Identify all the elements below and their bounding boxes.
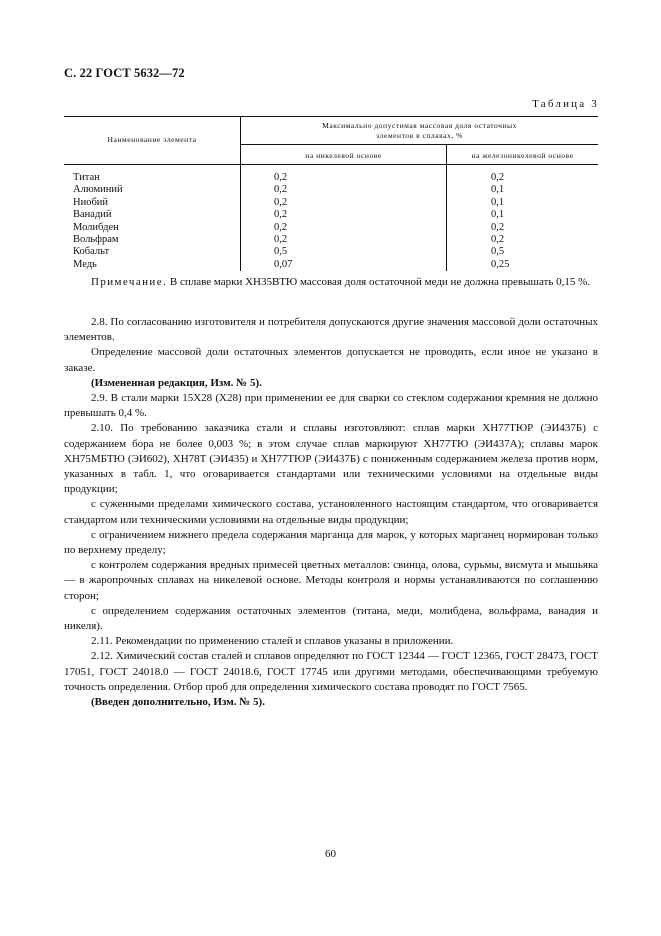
table-top-rule bbox=[64, 116, 598, 117]
amendment-note-1: (Измененная редакция, Изм. № 5). bbox=[91, 376, 262, 389]
element-name-cell: Молибден bbox=[73, 221, 119, 233]
paragraph-2-9: 2.9. В стали марки 15Х28 (Х28) при применении ее для сварки со стеклом содержания кремния не должно превышать 0,4 %. bbox=[64, 392, 598, 420]
table-label: Таблица 3 bbox=[532, 98, 599, 110]
nickel-base-cell: 0,2 bbox=[274, 233, 288, 245]
paragraph-2-11: 2.11. Рекомендации по применению сталей и сплавов указаны в приложении. bbox=[91, 635, 454, 648]
element-name-cell: Алюминий bbox=[73, 184, 123, 196]
iron-nickel-base-cell: 0,1 bbox=[491, 209, 505, 221]
table-row bbox=[64, 222, 598, 234]
column-header-iron-nickel-base: на железоникелевой основе bbox=[471, 151, 574, 160]
element-name-cell: Кобальт bbox=[73, 246, 110, 258]
note-text: В сплаве марки ХН35ВТЮ массовая доля остаточной меди не должна превышать 0,15 %. bbox=[167, 276, 591, 288]
column-header-element-name: Наименование элемента bbox=[107, 135, 197, 144]
body-text bbox=[64, 311, 598, 710]
element-name-cell: Вольфрам bbox=[73, 233, 119, 245]
iron-nickel-base-cell: 0,2 bbox=[491, 221, 505, 233]
note-label: Примечание. bbox=[91, 276, 168, 288]
element-name-cell: Ниобий bbox=[73, 196, 109, 208]
nickel-base-cell: 0,5 bbox=[274, 246, 288, 258]
element-name-cell: Титан bbox=[73, 172, 100, 183]
paragraph-impurity-control: с контролем содержания вредных примесей цветных металлов: свинца, олова, сурьмы, висмута и мышьяка — в жаропрочных сплавах на никелевой основе. Методы контроля и нормы устанавливаются по соглашению сторон; bbox=[64, 559, 598, 602]
paragraph-narrow-limits: с суженными пределами химического состава, установленного настоящим стандартом, что оговаривается стандартом или техническими условиями на отдельные виды продукции; bbox=[64, 498, 598, 526]
nickel-base-cell: 0,2 bbox=[274, 221, 288, 233]
iron-nickel-base-cell: 0,5 bbox=[491, 246, 505, 258]
nickel-base-cell: 0,2 bbox=[274, 209, 288, 221]
table-row bbox=[64, 184, 598, 196]
nickel-base-cell: 0,2 bbox=[274, 172, 288, 183]
table-row bbox=[64, 259, 598, 271]
element-name-cell: Ванадий bbox=[73, 209, 112, 221]
amendment-note-2: (Введен дополнительно, Изм. № 5). bbox=[91, 696, 265, 709]
residual-elements-table bbox=[64, 116, 598, 271]
table-group-rule bbox=[240, 144, 598, 145]
paragraph-2-12: 2.12. Химический состав сталей и сплавов определяют по ГОСТ 12344 — ГОСТ 12365, ГОСТ 28473, ГОСТ 17051, ГОСТ 24018.0 — ГОСТ 24018.6, ГОСТ 17745 или другими методами, обеспечивающими требуемую точность определения. Отбор проб для определения химического состава проводят по ГОСТ 7565. bbox=[64, 650, 598, 693]
nickel-base-cell: 0,2 bbox=[274, 196, 288, 208]
paragraph-lower-limit: с ограничением нижнего предела содержания марганца для марок, у которых марганец нормирован только по верхнему пределу; bbox=[64, 528, 598, 557]
paragraph-residual-determination: с определением содержания остаточных элементов (титана, меди, молибдена, вольфрама, ванадия и никеля). bbox=[64, 604, 598, 633]
column-group-header bbox=[241, 121, 598, 141]
column-header-nickel-base: на никелевой основе bbox=[305, 151, 382, 160]
paragraph-determination: Определение массовой доли остаточных элементов допускается не проводить, если иное не указано в заказе. bbox=[64, 346, 598, 374]
table-body bbox=[64, 172, 598, 271]
nickel-base-cell: 0,07 bbox=[274, 258, 293, 270]
table-row bbox=[64, 234, 598, 246]
table-row bbox=[64, 172, 598, 184]
paragraph-2-10: 2.10. По требованию заказчика стали и сплавы изготовляют: сплав марки ХН77ТЮР (ЭИ437Б) с содержанием бора не более 0,003 %; в этом случае сплав маркируют ХН77ТЮ (ЭИ437А); сплавы марок ХН75МБТЮ (ЭИ602), ХН78Т (ЭИ435) и ХН77ТЮР (ЭИ437Б) с пониженным содержанием железа против норм, указанных в табл. 1, что оговаривается стандартами или техническими условиями на отдельные виды продукции; bbox=[64, 422, 598, 496]
iron-nickel-base-cell: 0,2 bbox=[491, 172, 505, 183]
table-row bbox=[64, 197, 598, 209]
iron-nickel-base-cell: 0,1 bbox=[491, 184, 505, 196]
nickel-base-cell: 0,2 bbox=[274, 184, 288, 196]
iron-nickel-base-cell: 0,25 bbox=[491, 258, 510, 270]
element-name-cell: Медь bbox=[73, 258, 97, 270]
table-note bbox=[64, 275, 598, 290]
iron-nickel-base-cell: 0,1 bbox=[491, 196, 505, 208]
column-group-header-line2: элементов в сплавах, % bbox=[376, 131, 463, 140]
paragraph-2-8: 2.8. По согласованию изготовителя и потребителя допускаются другие значения массовой доли остаточных элементов. bbox=[64, 316, 598, 344]
page-header: С. 22 ГОСТ 5632—72 bbox=[64, 66, 185, 80]
table-row bbox=[64, 246, 598, 258]
table-row bbox=[64, 209, 598, 221]
column-group-header-line1: Максимально допустимая массовая доля остаточных bbox=[322, 121, 517, 130]
table-header-rule bbox=[64, 164, 598, 165]
iron-nickel-base-cell: 0,2 bbox=[491, 233, 505, 245]
page-number: 60 bbox=[325, 848, 336, 860]
